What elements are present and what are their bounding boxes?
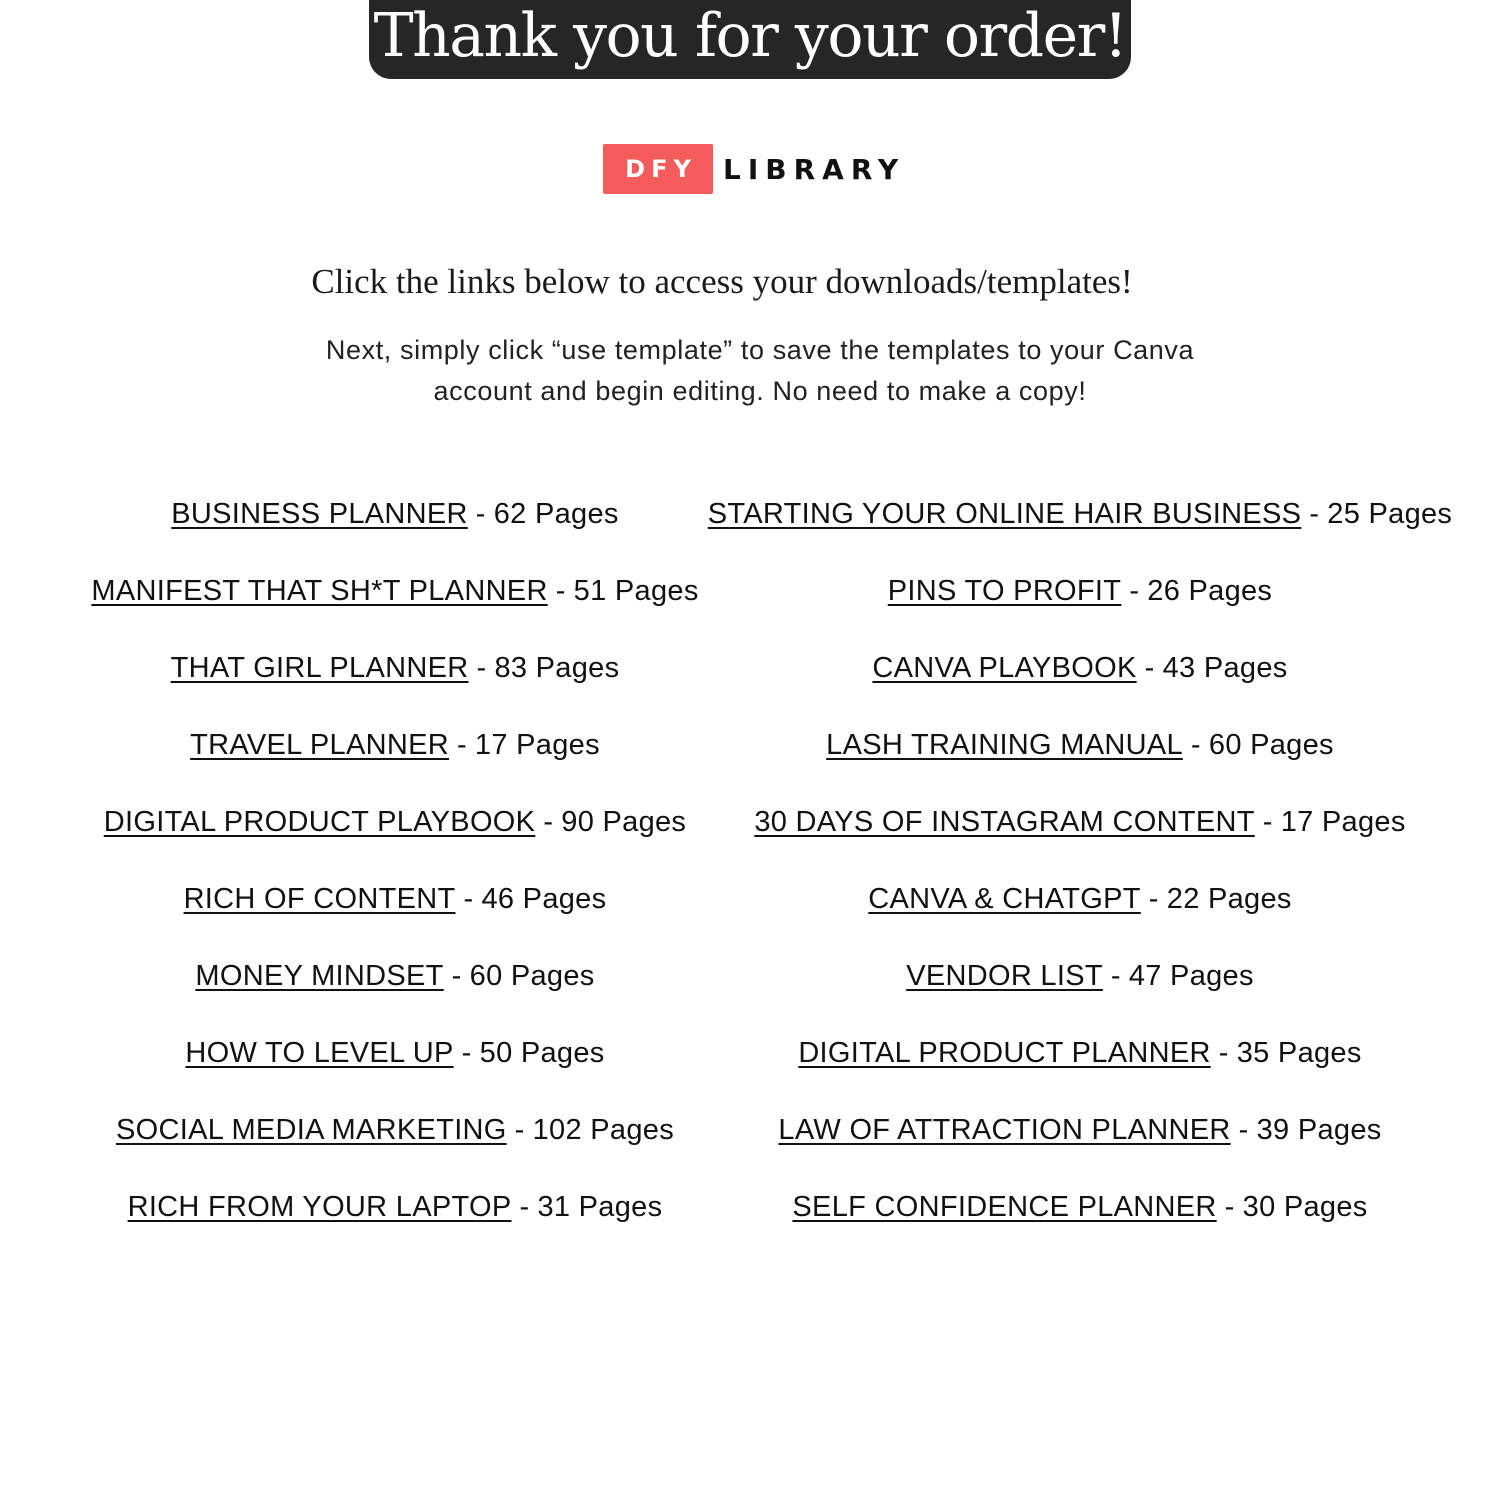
page-count: 17 Pages bbox=[1280, 806, 1406, 838]
instructions-line-2: account and begin editing. No need to make a copy! bbox=[433, 376, 1087, 406]
download-link[interactable]: MONEY MINDSET bbox=[195, 960, 444, 992]
separator: - bbox=[475, 498, 486, 530]
page-count: 39 Pages bbox=[1256, 1114, 1382, 1146]
list-item bbox=[730, 1037, 1430, 1114]
download-link[interactable]: MANIFEST THAT SH*T PLANNER bbox=[91, 575, 548, 607]
page-count: 60 Pages bbox=[1208, 729, 1334, 761]
separator: - bbox=[1148, 883, 1159, 915]
page-count: 83 Pages bbox=[494, 652, 620, 684]
download-link[interactable]: SELF CONFIDENCE PLANNER bbox=[792, 1191, 1217, 1223]
instructions-line-1: Next, simply click “use template” to save the templates to your Canva bbox=[325, 335, 1195, 365]
page-count: 60 Pages bbox=[469, 960, 595, 992]
separator: - bbox=[463, 883, 474, 915]
separator: - bbox=[1129, 575, 1140, 607]
page-count: 51 Pages bbox=[573, 575, 699, 607]
page-count: 90 Pages bbox=[561, 806, 687, 838]
page-count: 50 Pages bbox=[479, 1037, 605, 1069]
brand-logo bbox=[603, 144, 905, 194]
list-item bbox=[60, 1037, 730, 1114]
separator: - bbox=[519, 1191, 530, 1223]
download-link[interactable]: VENDOR LIST bbox=[906, 960, 1103, 992]
download-link[interactable]: HOW TO LEVEL UP bbox=[185, 1037, 454, 1069]
page-title: Thank you for your order! bbox=[373, 0, 1127, 71]
separator: - bbox=[1224, 1191, 1235, 1223]
download-link[interactable]: LASH TRAINING MANUAL bbox=[826, 729, 1183, 761]
separator: - bbox=[555, 575, 566, 607]
page-count: 31 Pages bbox=[537, 1191, 663, 1223]
list-item bbox=[730, 960, 1430, 1037]
page-count: 62 Pages bbox=[493, 498, 619, 530]
download-link[interactable]: RICH OF CONTENT bbox=[183, 883, 456, 915]
list-item bbox=[730, 729, 1430, 806]
downloads-headline: Click the links below to access your downloads/templates! bbox=[311, 262, 1133, 301]
header-banner bbox=[369, 0, 1131, 79]
instructions-text bbox=[200, 330, 1320, 412]
page-count: 25 Pages bbox=[1327, 498, 1453, 530]
list-item bbox=[730, 652, 1430, 729]
download-link[interactable]: BUSINESS PLANNER bbox=[171, 498, 468, 530]
separator: - bbox=[1144, 652, 1155, 684]
download-link[interactable]: SOCIAL MEDIA MARKETING bbox=[116, 1114, 507, 1146]
list-item bbox=[730, 575, 1430, 652]
list-item bbox=[60, 1114, 730, 1191]
page-count: 17 Pages bbox=[474, 729, 600, 761]
page-count: 46 Pages bbox=[481, 883, 607, 915]
list-item bbox=[60, 1191, 730, 1268]
separator: - bbox=[456, 729, 467, 761]
list-item bbox=[60, 575, 730, 652]
list-item bbox=[60, 883, 730, 960]
download-link[interactable]: CANVA PLAYBOOK bbox=[872, 652, 1137, 684]
download-link[interactable]: DIGITAL PRODUCT PLANNER bbox=[798, 1037, 1211, 1069]
download-link[interactable]: RICH FROM YOUR LAPTOP bbox=[127, 1191, 512, 1223]
page-count: 102 Pages bbox=[532, 1114, 674, 1146]
list-item bbox=[707, 498, 1453, 575]
page-count: 43 Pages bbox=[1162, 652, 1288, 684]
page-count: 22 Pages bbox=[1166, 883, 1292, 915]
download-link[interactable]: PINS TO PROFIT bbox=[887, 575, 1122, 607]
download-link[interactable]: THAT GIRL PLANNER bbox=[170, 652, 469, 684]
page-count: 35 Pages bbox=[1236, 1037, 1362, 1069]
list-item bbox=[60, 729, 730, 806]
logo-badge: DFY bbox=[603, 144, 713, 194]
separator: - bbox=[1218, 1037, 1229, 1069]
separator: - bbox=[1190, 729, 1201, 761]
download-link[interactable]: STARTING YOUR ONLINE HAIR BUSINESS bbox=[707, 498, 1302, 530]
separator: - bbox=[1309, 498, 1320, 530]
page-count: 30 Pages bbox=[1242, 1191, 1368, 1223]
separator: - bbox=[476, 652, 487, 684]
download-link[interactable]: LAW OF ATTRACTION PLANNER bbox=[778, 1114, 1231, 1146]
separator: - bbox=[1238, 1114, 1249, 1146]
download-link[interactable]: 30 DAYS OF INSTAGRAM CONTENT bbox=[754, 806, 1255, 838]
separator: - bbox=[1262, 806, 1273, 838]
right-download-list bbox=[707, 498, 1453, 1268]
separator: - bbox=[543, 806, 554, 838]
list-item bbox=[60, 806, 730, 883]
list-item bbox=[730, 1191, 1430, 1268]
list-item bbox=[60, 652, 730, 729]
separator: - bbox=[451, 960, 462, 992]
download-link[interactable]: CANVA & CHATGPT bbox=[868, 883, 1141, 915]
page-count: 26 Pages bbox=[1147, 575, 1273, 607]
separator: - bbox=[461, 1037, 472, 1069]
left-download-list bbox=[60, 498, 730, 1268]
list-item bbox=[730, 806, 1430, 883]
separator: - bbox=[514, 1114, 525, 1146]
download-link[interactable]: TRAVEL PLANNER bbox=[190, 729, 449, 761]
list-item bbox=[730, 883, 1430, 960]
separator: - bbox=[1110, 960, 1121, 992]
download-link[interactable]: DIGITAL PRODUCT PLAYBOOK bbox=[103, 806, 536, 838]
logo-wordmark: LIBRARY bbox=[723, 152, 906, 186]
list-item bbox=[730, 1114, 1430, 1191]
list-item bbox=[60, 498, 730, 575]
list-item bbox=[60, 960, 730, 1037]
page-count: 47 Pages bbox=[1128, 960, 1254, 992]
